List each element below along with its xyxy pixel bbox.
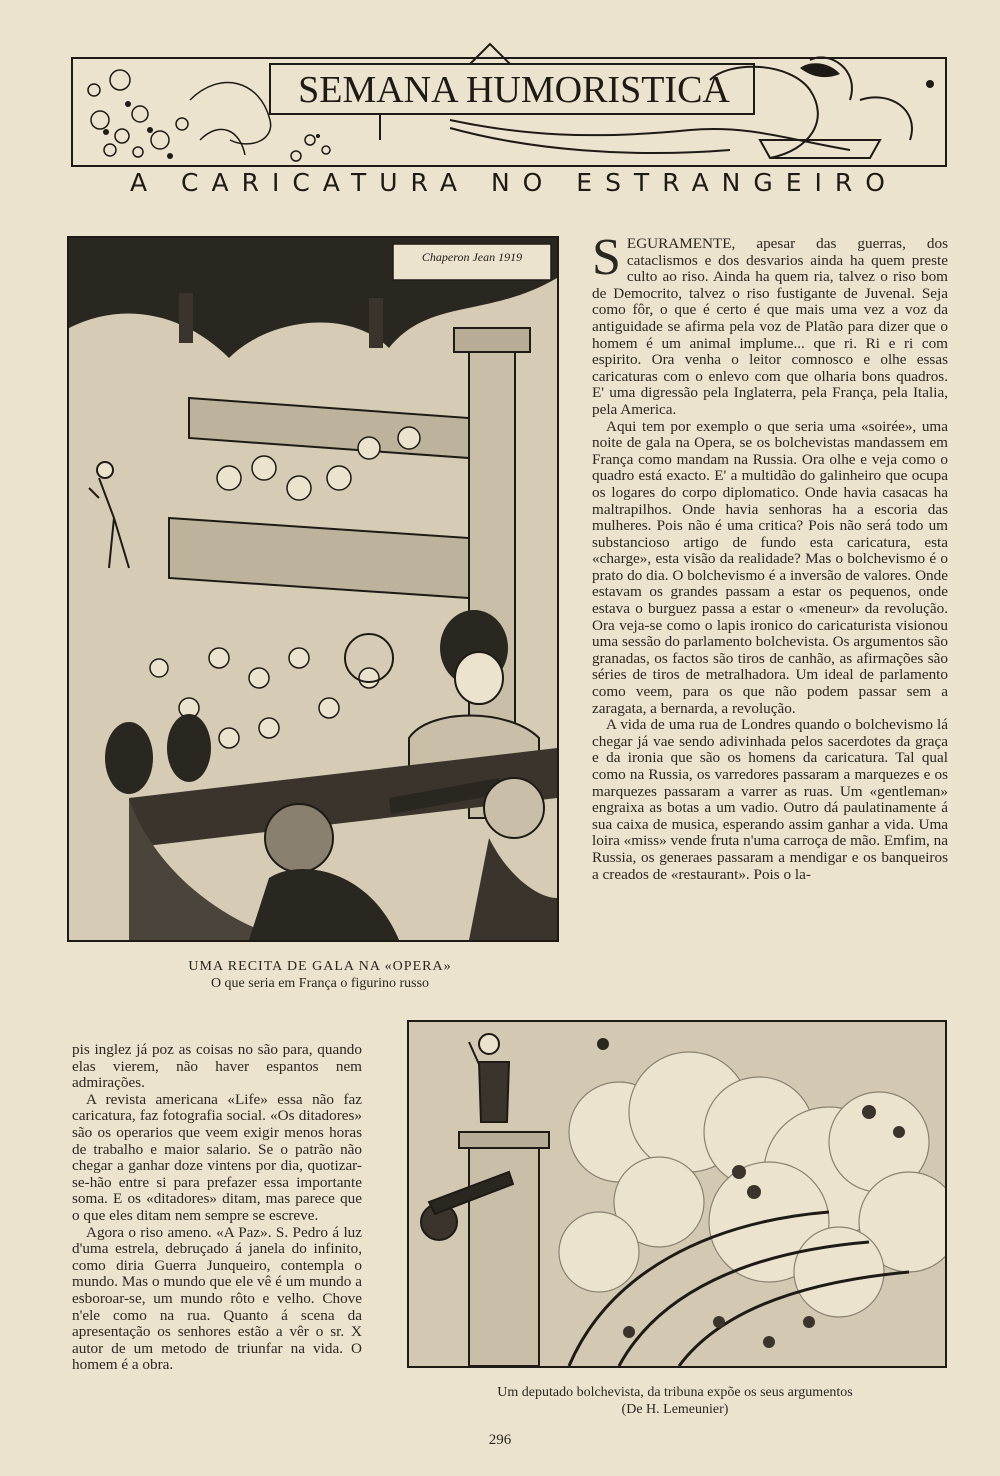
paragraph: SEGURAMENTE, apesar das guerras, dos cataclismos e dos desvarios ainda ha quem preste culto ao riso. Ainda ha quem ria, talvez o riso bom de Democrito, talvez o riso fustigante de Juvenal. Seja como fôr, o que é certo é que mais uma vez a voz da antiguidade se afirma pela voz de Platão para dizer que o homem é um animal implume... que ri. Ri e ri com espirito. Ora venha o leitor comnosco e olhe essas caricaturas com o enlevo com que olharia bons quadros. E' uma digressão pela Inglaterra, pela França, pela Italia, pela America.: [592, 236, 948, 418]
paragraph: Agora o riso ameno. «A Paz». S. Pedro á luz d'uma estrela, debruçado á janela do infinito, como diria Guerra Junqueiro, contempla o mundo. Mas o mundo que ele vê é um mundo a esboroar-se, um mundo rôto e velho. Chove n'ele como na rua. Quanto á scena da apresentação os senhores estão a vêr o sr. X autor de um metodo de triunfar na vida. O homem é a obra.: [72, 1223, 362, 1374]
paragraph: A revista americana «Life» essa não faz caricatura, faz fotografia social. «Os ditadores» são os operarios que veem exigir menos horas de trabalho e maior salario. Se o patrão não chegar a ganhar doze vintens por dia, quotizar-se-hão entre si para prefazer essa importante soma. E os «ditadores» ditam, mas parece que o que eles ditam nem sempre se escreve.: [72, 1090, 362, 1224]
article-column-right: [592, 236, 948, 1002]
parliament-caricature-illustration: [407, 1020, 947, 1368]
paragraph: A vida de uma rua de Londres quando o bolchevismo lá chegar já vae sendo adivinhada pelos sacerdotes da graça e da ironia que são os homens da caricatura. Tal qual como na Russia, os varredores passaram a marquezes e os marquezes passaram a varrer as ruas. Um «gentleman» engraixa as botas a um vadio. Outro dá paulatinamente á sua caixa de musica, esperando assim ganhar a vida. Uma loira «miss» vende fruta n'uma carroça de mão. Emfim, na Russia, os generaes passaram a mendigar e os banqueiros a creados de «restaurant». Pois o la-: [592, 716, 948, 883]
caption-title: Um deputado bolchevista, da tribuna expõe os seus argumentos: [497, 1385, 853, 1400]
page-number: 296: [488, 1432, 512, 1448]
parliament-illustration-caption: [410, 1384, 940, 1418]
paragraph: pis inglez já poz as coisas no são para, quando elas vierem, não haver espantos nem admirações.: [72, 1042, 362, 1092]
opera-drawing: [69, 238, 557, 940]
caption-subtitle: O que seria em França o figurino russo: [210, 976, 430, 991]
opera-caricature-illustration: [67, 236, 559, 942]
article-title: A CARICATURA NO ESTRANGEIRO: [130, 168, 898, 197]
article-column-left: [72, 1042, 362, 1422]
caption-title: UMA RECITA DE GALA NA «OPERA»: [188, 959, 452, 974]
magazine-section-title: SEMANA HUMORISTICA: [298, 69, 730, 111]
paragraph: Aqui tem por exemplo o que seria uma «soirée», uma noite de gala na Opera, se os bolchevistas mandassem em França como mandam na Russia. Ora olhe e veja como o quadro está exacto. E' a multidão do galinheiro que ocupa os logares do corpo diplomatico. Onde havia casacas ha maltrapilhos. Onde havia senhoras ha a escoria das mulheres. Pois não é uma critica? Pois não será todo um substancioso artigo de fundo esta caricatura, esta «charge», esta visão da realidade? Mas o bolchevismo é o prato do dia. O bolchevismo é a inversão de valores. Onde estavam os grandes passam a estar os pequenos, onde estava o burguez passa a estar o «meneur» da revolução. Ora veja-se como o lapis ironico do caricaturista visionou uma sessão do parlamento bolchevista. Os argumentos são granadas, os factos são tiros de canhão, as afirmações são séries de tiros de metralhadora. Um ideal de parlamento como veem, para os que não podem passar sem a zaragata, a bernarda, a revolução.: [592, 417, 948, 717]
masthead: [70, 40, 948, 170]
illustration-signature: Chaperon Jean 1919: [421, 250, 523, 264]
drop-cap: S: [592, 236, 621, 286]
caption-credit: (De H. Lemeunier): [621, 1402, 729, 1417]
parliament-drawing: [409, 1022, 945, 1366]
opera-illustration-caption: [100, 958, 540, 992]
